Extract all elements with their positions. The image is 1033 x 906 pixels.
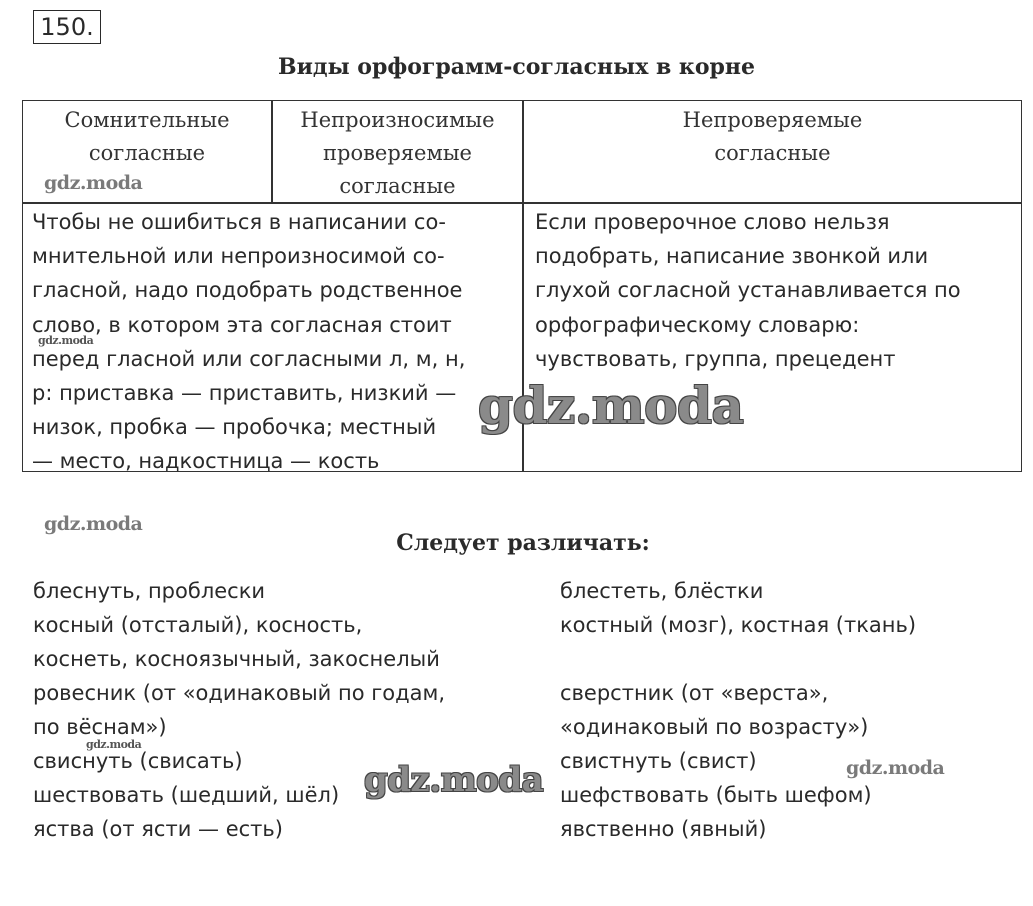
header-doubtful-consonants: Сомнительные согласные <box>64 108 230 165</box>
watermark: gdz.moda <box>478 376 744 435</box>
list-item: косный (отсталый), косность, <box>33 613 363 637</box>
watermark: gdz.moda <box>86 738 142 751</box>
list-item: шествовать (шедший, шёл) <box>33 783 340 807</box>
list-item: блестеть, блёстки <box>560 579 764 603</box>
list-item: коснеть, косноязычный, закоснелый <box>33 647 440 671</box>
list-item: ровесник (от «одинаковый по годам, <box>33 681 446 705</box>
watermark: gdz.moda <box>44 513 143 535</box>
list-item: свистнуть (свист) <box>560 749 757 773</box>
section-subtitle: Следует различать: <box>396 530 650 556</box>
rule-text-checkable: Чтобы не ошибиться в написании со- мнительной или непроизносимой со- гласной, надо подобрать родственное слово, в котором эта согласная стоит перед гласной или согласными л, м, н, р: приставка — приставить, низкий — низок, пробка — пробочка; местный — место, надкостница — кость <box>32 210 466 474</box>
list-item: «одинаковый по возрасту») <box>560 715 869 739</box>
list-item: свиснуть (свисать) <box>33 749 243 773</box>
watermark: gdz.moda <box>846 757 945 779</box>
rule-text-unverifiable: Если проверочное слово нельзя подобрать, написание звонкой или глухой согласной устанавливается по орфографическому словарю: чувствовать, группа, прецедент <box>535 210 961 371</box>
watermark: gdz.moda <box>38 334 94 347</box>
watermark: gdz.moda <box>44 172 143 194</box>
list-item: яства (от ясти — есть) <box>33 817 283 841</box>
header-unpronounceable-consonants: Непроизносимые проверяемые согласные <box>300 108 495 198</box>
list-item: явственно (явный) <box>560 817 767 841</box>
list-item: костный (мозг), костная (ткань) <box>560 613 917 637</box>
watermark: gdz.moda <box>364 760 544 800</box>
list-item: блеснуть, проблески <box>33 579 266 603</box>
list-item: шефствовать (быть шефом) <box>560 783 872 807</box>
list-item: по вёснам») <box>33 715 167 739</box>
page-title: Виды орфограмм-согласных в корне <box>278 54 755 80</box>
header-unverifiable-consonants: Непроверяемые согласные <box>682 108 863 165</box>
list-item: сверстник (от «верста», <box>560 681 829 705</box>
exercise-number: 150. <box>33 10 101 44</box>
